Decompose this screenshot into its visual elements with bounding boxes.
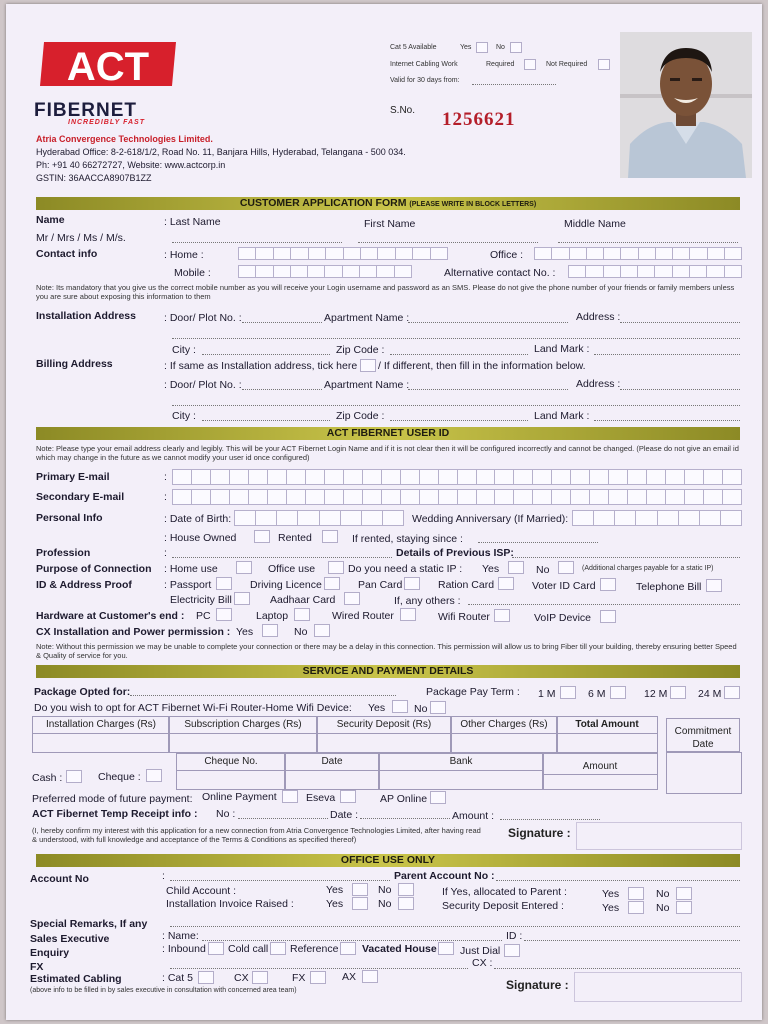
router-yes-checkbox[interactable] (392, 700, 408, 713)
electricity-bill-checkbox[interactable] (234, 592, 250, 605)
cold-call-checkbox[interactable] (270, 942, 286, 955)
allocated-no-checkbox[interactable] (676, 887, 692, 900)
pan-card-checkbox[interactable] (404, 577, 420, 590)
executive-name-label: : Name: (162, 930, 199, 942)
future-payment-label: Preferred mode of future payment: (32, 793, 193, 805)
billing-address-label: Billing Address (36, 358, 113, 370)
security-yes-label: Yes (602, 902, 620, 914)
cash-checkbox[interactable] (66, 770, 82, 783)
cabling-cx-label: CX (234, 972, 249, 984)
account-no-colon: : (162, 870, 165, 882)
sno-label: S.No. (390, 105, 416, 116)
laptop-label: Laptop (256, 610, 289, 622)
online-payment-label: Online Payment (202, 791, 277, 803)
executive-name-field[interactable] (202, 940, 502, 941)
amount-header: Amount (542, 753, 658, 775)
logo-fibernet: FIBERNET (34, 100, 137, 121)
email-note: Note: Please type your email address clearly and legibly. This will be your ACT Fibernet Login Name and if it is not clear then it will be configured incorrectly and cannot be changed. (Please do not give an email id which may change in the future as we cannot modify your user id once configured) (36, 444, 739, 462)
billing-same-label: : If same as Installation address, tick here (164, 360, 358, 372)
billing-landmark-field[interactable] (594, 420, 740, 421)
install-address-label: Address : (576, 311, 621, 323)
install-landmark-field[interactable] (594, 354, 740, 355)
telephone-bill-checkbox[interactable] (706, 579, 722, 592)
alternate-contact-label: Alternative contact No. : (444, 267, 556, 279)
billing-address-line2[interactable] (172, 405, 740, 406)
mobile-input[interactable] (238, 265, 412, 278)
profession-field[interactable] (172, 557, 392, 558)
term-6m-checkbox[interactable] (610, 686, 626, 699)
customer-form-title: CUSTOMER APPLICATION FORM (239, 197, 407, 209)
home-use-label: : Home use (164, 563, 218, 575)
driving-licence-checkbox[interactable] (324, 577, 340, 590)
personal-info-label: Personal Info (36, 512, 103, 524)
home-use-checkbox[interactable] (236, 561, 252, 574)
customer-form-subtitle: (PLEASE WRITE IN BLOCK LETTERS) (409, 201, 537, 208)
install-address-field[interactable] (620, 322, 740, 323)
cat5-yes-checkbox[interactable] (476, 42, 488, 53)
required-label: Required (486, 61, 515, 68)
billing-apartment-label: Apartment Name : (324, 379, 410, 391)
billing-landmark-label: Land Mark : (534, 410, 590, 422)
ap-online-checkbox[interactable] (430, 791, 446, 804)
primary-email-label: Primary E-mail (36, 471, 110, 483)
install-zip-field[interactable] (390, 354, 528, 355)
laptop-checkbox[interactable] (294, 608, 310, 621)
just-dial-label: Just Dial (460, 945, 501, 957)
passport-label: : Passport (164, 579, 212, 591)
child-account-label: Child Account : (166, 885, 237, 897)
user-id-title: ACT FIBERNET USER ID (326, 427, 450, 439)
office-band (36, 854, 740, 867)
term-1m-checkbox[interactable] (560, 686, 576, 699)
cabling-cat5-checkbox[interactable] (198, 971, 214, 984)
secondary-email-input[interactable] (172, 489, 742, 505)
subscription-charges-header: Subscription Charges (Rs) (168, 716, 318, 734)
office-phone-label: Office : (490, 249, 524, 261)
pay-term-label: Package Pay Term : (426, 686, 520, 698)
billing-same-checkbox[interactable] (360, 359, 376, 372)
child-no-label: No (378, 884, 392, 896)
static-ip-yes-checkbox[interactable] (508, 561, 524, 574)
router-no-label: No (414, 703, 428, 715)
term-24m-label: 24 M (698, 688, 722, 700)
security-no-checkbox[interactable] (676, 901, 692, 914)
office-use-checkbox[interactable] (328, 561, 344, 574)
invoice-no-label: No (378, 898, 392, 910)
billing-door-field[interactable] (242, 389, 322, 390)
temp-receipt-label: ACT Fibernet Temp Receipt info : (32, 808, 198, 820)
receipt-date-label: Date : (330, 809, 359, 821)
vacated-house-label: Vacated House (362, 943, 437, 955)
rented-label: Rented (278, 532, 312, 544)
account-no-label: Account No (30, 873, 89, 885)
child-no-checkbox[interactable] (398, 883, 414, 896)
customer-photo (620, 32, 752, 178)
billing-different-label: / If different, then fill in the information below. (378, 360, 586, 372)
pc-checkbox[interactable] (216, 608, 232, 621)
amount-cell[interactable] (542, 774, 658, 790)
billing-zip-label: Zip Code : (336, 410, 385, 422)
permission-note: Note: Without this permission we may be unable to complete your connection or there may be a delay in this connection. This permission will allow us to bring Fiber till your building, thereby ensuring better Speed & Quality of service for you. (36, 642, 737, 660)
security-deposit-cell[interactable] (316, 733, 452, 753)
company-gstin: GSTIN: 36AACCA8907B1ZZ (36, 173, 152, 183)
security-entered-label: Security Deposit Entered : (442, 900, 564, 912)
invoice-no-checkbox[interactable] (398, 897, 414, 910)
installation-charges-cell[interactable] (32, 733, 170, 753)
eseva-checkbox[interactable] (340, 790, 356, 803)
cash-label: Cash : (32, 772, 63, 784)
cold-call-label: Cold call (228, 943, 269, 955)
online-payment-checkbox[interactable] (282, 790, 298, 803)
serial-number: 1256621 (442, 109, 516, 130)
cheque-date-cell[interactable] (284, 770, 380, 790)
service-title: SERVICE AND PAYMENT DETAILS (302, 665, 474, 677)
driving-licence-label: Driving Licence (250, 579, 322, 591)
ration-card-checkbox[interactable] (498, 577, 514, 590)
wired-router-checkbox[interactable] (400, 608, 416, 621)
secondary-email-colon: : (164, 491, 167, 503)
cx-install-no-label: No (294, 626, 308, 638)
term-12m-checkbox[interactable] (670, 686, 686, 699)
inbound-checkbox[interactable] (208, 942, 224, 955)
invoice-raised-label: Installation Invoice Raised : (166, 898, 294, 910)
install-landmark-label: Land Mark : (534, 343, 590, 355)
other-charges-cell[interactable] (450, 733, 558, 753)
pc-label: PC (196, 610, 211, 622)
total-amount-header: Total Amount (556, 716, 658, 734)
bank-header: Bank (378, 753, 544, 771)
aadhaar-card-checkbox[interactable] (344, 592, 360, 605)
invoice-yes-checkbox[interactable] (352, 897, 368, 910)
bank-cell[interactable] (378, 770, 544, 790)
rented-since-field[interactable] (478, 542, 598, 543)
reference-checkbox[interactable] (340, 942, 356, 955)
dob-input[interactable] (234, 510, 404, 526)
parent-account-field[interactable] (496, 880, 740, 881)
user-id-band (36, 427, 740, 440)
id-proof-label: ID & Address Proof (36, 579, 132, 591)
executive-id-label: ID : (506, 930, 523, 942)
rented-since-label: If rented, staying since : (352, 533, 463, 545)
company-phone: Ph: +91 40 66272727, Website: www.actcorp.in (36, 160, 226, 170)
cabling-fx-label: FX (292, 972, 306, 984)
static-ip-note: (Additional charges payable for a static IP) (582, 565, 714, 572)
name-label: Name (36, 214, 65, 226)
primary-email-colon: : (164, 471, 167, 483)
installation-charges-header: Installation Charges (Rs) (32, 716, 170, 734)
cat5-no-label: No (496, 44, 505, 51)
voter-id-checkbox[interactable] (600, 578, 616, 591)
cat5-yes-label: Yes (460, 44, 472, 51)
middle-name-field[interactable] (558, 242, 738, 243)
house-owned-label: : House Owned (164, 532, 237, 544)
voip-device-label: VoIP Device (534, 612, 592, 624)
salutation-label: Mr / Mrs / Ms / M/s. (36, 232, 126, 244)
router-question: Do you wish to opt for ACT Fibernet Wi-Fi Router-Home Wifi Device: (34, 702, 352, 714)
receipt-date-field[interactable] (360, 818, 450, 819)
just-dial-checkbox[interactable] (504, 944, 520, 957)
billing-door-label: : Door/ Plot No. : (164, 379, 242, 391)
cat5-label: Cat 5 Available (390, 44, 437, 51)
not-required-checkbox[interactable] (598, 59, 610, 70)
commitment-date-cell[interactable] (666, 752, 742, 794)
executive-id-field[interactable] (524, 940, 740, 941)
cabling-ax-checkbox[interactable] (362, 970, 378, 983)
allocated-label: If Yes, allocated to Parent : (442, 886, 567, 898)
cx-label: CX : (472, 957, 493, 969)
special-remarks-label: Special Remarks, If any (30, 918, 148, 930)
invoice-yes-label: Yes (326, 898, 344, 910)
voter-id-label: Voter ID Card (532, 580, 596, 592)
purpose-label: Purpose of Connection (36, 563, 152, 575)
mobile-label: Mobile : (174, 267, 211, 279)
declaration-text: (I, hereby confirm my interest with this application for a new connection from Atria Convergence Technologies Limited, after having read & understood, with full knowledge and acceptance of the Terms & Conditions as specified thereof) (32, 826, 481, 844)
logo-tagline: INCREDIBLY FAST (68, 119, 145, 126)
customer-signature-label: Signature : (508, 826, 571, 840)
package-opted-label: Package Opted for: (34, 686, 131, 698)
electricity-bill-label: Electricity Bill (170, 594, 232, 606)
date-header: Date (284, 753, 380, 771)
static-ip-yes-label: Yes (482, 563, 500, 575)
contact-info-label: Contact info (36, 248, 98, 260)
install-city-label: City : (172, 344, 196, 356)
wifi-router-checkbox[interactable] (494, 609, 510, 622)
term-1m-label: 1 M (538, 688, 556, 700)
eseva-label: Eseva (306, 792, 336, 804)
office-phone-input[interactable] (534, 247, 742, 260)
static-ip-no-checkbox[interactable] (558, 561, 574, 574)
estimated-cabling-label: Estimated Cabling (30, 973, 122, 985)
wifi-router-label: Wifi Router (438, 611, 490, 623)
cabling-cat5-label: : Cat 5 (162, 972, 193, 984)
install-city-field[interactable] (202, 354, 330, 355)
sales-executive-label: Sales Executive (30, 933, 110, 945)
install-door-field[interactable] (242, 322, 322, 323)
commitment-date-header: Commitment Date (666, 718, 740, 752)
customer-signature-box[interactable] (576, 822, 742, 850)
cat5-no-checkbox[interactable] (510, 42, 522, 53)
cabling-cx-checkbox[interactable] (252, 971, 268, 984)
allocated-yes-checkbox[interactable] (628, 887, 644, 900)
valid-label: Valid for 30 days from: (390, 77, 460, 84)
home-phone-input[interactable] (238, 247, 448, 260)
cabling-note: (above info to be filled in by sales executive in consultation with concerned area team) (30, 987, 297, 994)
package-opted-field[interactable] (130, 695, 396, 696)
receipt-no-label: No : (216, 808, 236, 820)
special-remarks-field[interactable] (170, 926, 740, 927)
alternate-contact-input[interactable] (568, 265, 742, 278)
ap-online-label: AP Online (380, 793, 428, 805)
aadhaar-card-label: Aadhaar Card (270, 594, 336, 606)
receipt-amount-label: Amount : (452, 810, 495, 822)
valid-date-field[interactable] (472, 84, 556, 85)
cx-install-label: CX Installation and Power permission : (36, 626, 231, 638)
billing-apartment-field[interactable] (408, 389, 568, 390)
other-id-label: If, any others : (394, 595, 461, 607)
reference-label: Reference (290, 943, 339, 955)
profession-colon: : (164, 547, 167, 559)
security-yes-checkbox[interactable] (628, 901, 644, 914)
billing-zip-field[interactable] (390, 420, 528, 421)
allocated-no-label: No (656, 888, 670, 900)
static-ip-label: Do you need a static IP : (348, 563, 463, 575)
first-name-label: First Name (364, 218, 416, 230)
company-address: Hyderabad Office: 8-2-618/1/2, Road No. 11, Banjara Hills, Hyderabad, Telangana - 500 034. (36, 147, 406, 157)
other-charges-header: Other Charges (Rs) (450, 716, 558, 734)
router-no-checkbox[interactable] (430, 701, 446, 714)
office-use-label: Office use (268, 563, 316, 575)
security-no-label: No (656, 902, 670, 914)
installation-address-label: Installation Address (36, 310, 136, 322)
install-zip-label: Zip Code : (336, 344, 385, 356)
security-deposit-header: Security Deposit (Rs) (316, 716, 452, 734)
cheque-no-cell[interactable] (176, 770, 286, 790)
child-yes-checkbox[interactable] (352, 883, 368, 896)
billing-city-field[interactable] (202, 420, 330, 421)
secondary-email-label: Secondary E-mail (36, 491, 125, 503)
not-required-label: Not Required (546, 61, 588, 68)
wedding-label: Wedding Anniversary (If Married): (412, 513, 569, 525)
passport-checkbox[interactable] (216, 577, 232, 590)
install-apartment-label: Apartment Name : (324, 312, 410, 324)
hardware-label: Hardware at Customer's end : (36, 610, 185, 622)
install-address-line2[interactable] (172, 338, 740, 339)
service-band (36, 665, 740, 678)
receipt-amount-field[interactable] (500, 819, 600, 820)
house-owned-checkbox[interactable] (254, 530, 270, 543)
total-amount-cell[interactable] (556, 733, 658, 753)
term-6m-label: 6 M (588, 688, 606, 700)
cabling-ax-label: AX (342, 971, 357, 983)
cheque-label: Cheque : (98, 771, 141, 783)
cheque-checkbox[interactable] (146, 769, 162, 782)
cx-install-yes-label: Yes (236, 626, 254, 638)
previous-isp-label: Details of Previous ISP: (396, 547, 514, 559)
install-door-label: : Door/ Plot No. : (164, 312, 242, 324)
rented-checkbox[interactable] (322, 530, 338, 543)
static-ip-no-label: No (536, 564, 550, 576)
previous-isp-field[interactable] (512, 557, 740, 558)
telephone-bill-label: Telephone Bill (636, 581, 702, 593)
fx-label: FX (30, 961, 44, 973)
cx-install-no-checkbox[interactable] (314, 624, 330, 637)
executive-signature-label: Signature : (506, 978, 569, 992)
home-phone-label: : Home : (164, 249, 204, 261)
billing-address-field-label: Address : (576, 378, 621, 390)
profession-label: Profession (36, 547, 91, 559)
parent-account-label: Parent Account No : (394, 870, 495, 882)
last-name-field[interactable] (172, 242, 342, 243)
cx-field[interactable] (494, 968, 740, 969)
logo-text: ACT (66, 45, 150, 89)
wedding-input[interactable] (572, 510, 742, 526)
account-no-field[interactable] (170, 880, 390, 881)
application-form (6, 4, 762, 1020)
fx-field[interactable] (170, 968, 468, 969)
executive-signature-box[interactable] (574, 972, 742, 1002)
office-title: OFFICE USE ONLY (340, 854, 436, 866)
install-apartment-field[interactable] (408, 322, 568, 323)
inbound-label: : Inbound (162, 943, 206, 955)
voip-device-checkbox[interactable] (600, 610, 616, 623)
router-yes-label: Yes (368, 702, 386, 714)
primary-email-input[interactable] (172, 469, 742, 485)
billing-address-field[interactable] (620, 389, 740, 390)
billing-city-label: City : (172, 410, 196, 422)
vacated-house-checkbox[interactable] (438, 942, 454, 955)
cabling-fx-checkbox[interactable] (310, 971, 326, 984)
dob-label: : Date of Birth: (164, 513, 232, 525)
other-id-field[interactable] (468, 604, 740, 605)
allocated-yes-label: Yes (602, 888, 620, 900)
child-yes-label: Yes (326, 884, 344, 896)
mobile-note: Note: Its mandatory that you give us the correct mobile number as you will receive your Login username and password as an SMS. Please do not give the phone number of your friends or family members unless you are sure about exposing this information to them (36, 283, 735, 301)
cabling-work-label: Internet Cabling Work (390, 61, 458, 68)
company-name: Atria Convergence Technologies Limited. (36, 134, 213, 144)
term-24m-checkbox[interactable] (724, 686, 740, 699)
wired-router-label: Wired Router (332, 610, 394, 622)
ration-card-label: Ration Card (438, 579, 495, 591)
first-name-field[interactable] (358, 242, 538, 243)
enquiry-label: Enquiry (30, 947, 70, 959)
cheque-no-header: Cheque No. (176, 753, 286, 771)
required-checkbox[interactable] (524, 59, 536, 70)
subscription-charges-cell[interactable] (168, 733, 318, 753)
middle-name-label: Middle Name (564, 218, 626, 230)
pan-card-label: Pan Card (358, 579, 403, 591)
receipt-no-field[interactable] (238, 818, 328, 819)
cx-install-yes-checkbox[interactable] (262, 624, 278, 637)
last-name-label: : Last Name (164, 216, 221, 228)
act-logo (40, 38, 180, 102)
term-12m-label: 12 M (644, 688, 668, 700)
customer-form-band (36, 197, 740, 210)
